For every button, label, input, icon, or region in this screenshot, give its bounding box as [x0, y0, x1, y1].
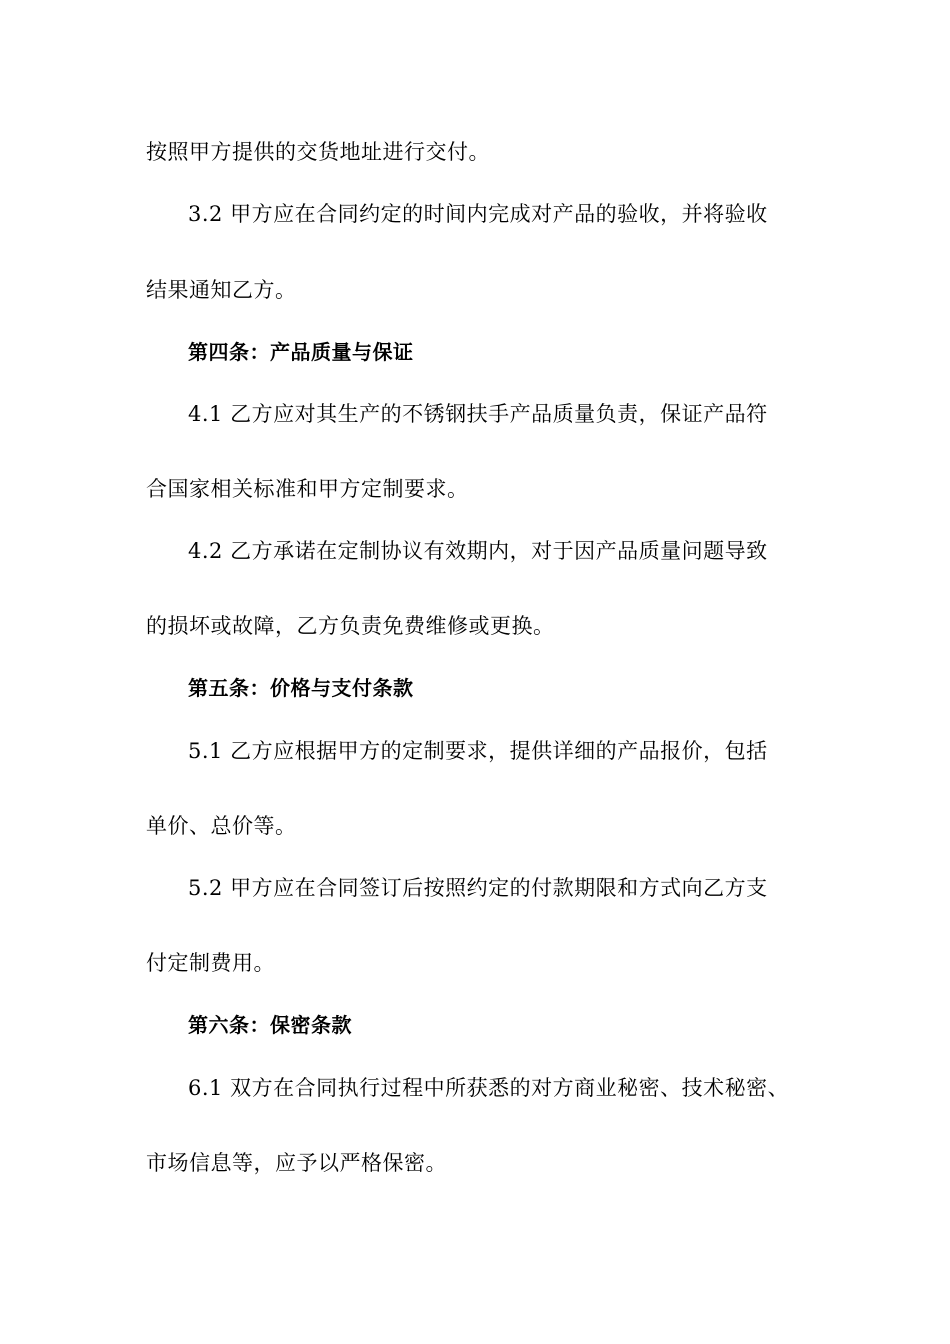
- section-heading-article-6: 第六条：保密条款: [188, 1013, 352, 1037]
- clause-4-2-line: 4.2 乙方承诺在定制协议有效期内，对于因产品质量问题导致: [188, 539, 768, 563]
- paragraph-line: 单价、总价等。: [146, 814, 297, 838]
- paragraph-line: 合国家相关标准和甲方定制要求。: [146, 477, 469, 501]
- clause-4-1-line: 4.1 乙方应对其生产的不锈钢扶手产品质量负责，保证产品符: [188, 402, 768, 426]
- section-heading-article-5: 第五条：价格与支付条款: [188, 676, 414, 700]
- paragraph-line: 按照甲方提供的交货地址进行交付。: [146, 140, 490, 164]
- clause-6-1-line: 6.1 双方在合同执行过程中所获悉的对方商业秘密、技术秘密、: [188, 1076, 790, 1100]
- paragraph-line: 市场信息等，应予以严格保密。: [146, 1151, 447, 1175]
- paragraph-line: 付定制费用。: [146, 951, 275, 975]
- clause-5-2-line: 5.2 甲方应在合同签订后按照约定的付款期限和方式向乙方支: [188, 876, 768, 900]
- section-heading-article-4: 第四条：产品质量与保证: [188, 340, 414, 364]
- clause-3-2-line: 3.2 甲方应在合同约定的时间内完成对产品的验收，并将验收: [188, 202, 768, 226]
- paragraph-line: 结果通知乙方。: [146, 278, 297, 302]
- clause-5-1-line: 5.1 乙方应根据甲方的定制要求，提供详细的产品报价，包括: [188, 739, 768, 763]
- paragraph-line: 的损坏或故障，乙方负责免费维修或更换。: [146, 614, 555, 638]
